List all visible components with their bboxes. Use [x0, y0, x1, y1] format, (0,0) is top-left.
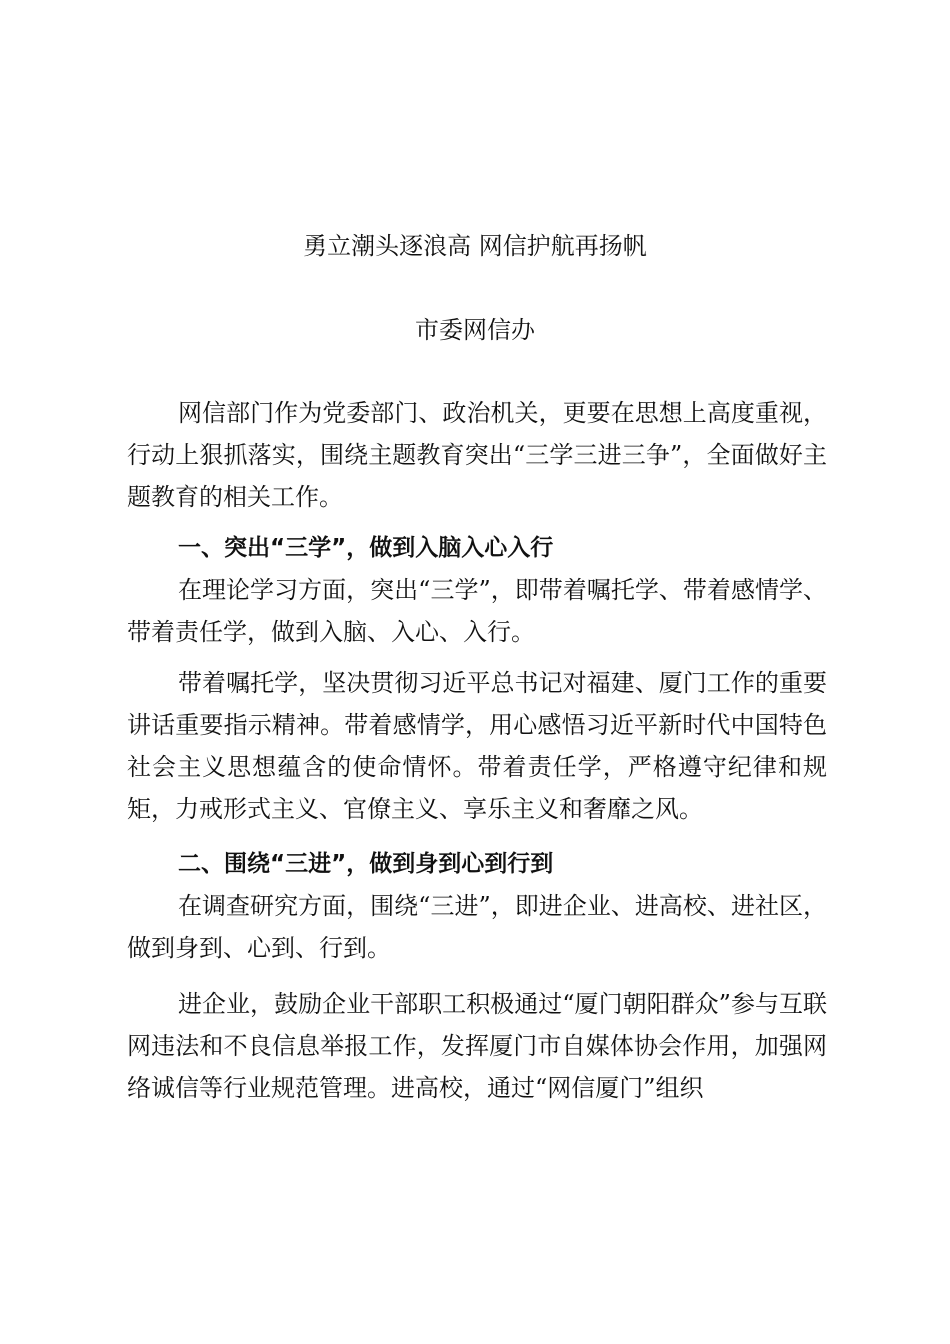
document-title: 勇立潮头逐浪高 网信护航再扬帆 — [303, 232, 647, 260]
document-body — [127, 392, 827, 1109]
section-1-paragraph-1: 在理论学习方面，突出“三学”，即带着嘱托学、带着感情学、带着责任学，做到入脑、入心、入行。 — [127, 576, 827, 646]
section-heading-1: 一、突出“三学”，做到入脑入心入行 — [178, 535, 554, 561]
section-1-paragraph-2: 带着嘱托学，坚决贯彻习近平总书记对福建、厦门工作的重要讲话重要指示精神。带着感情学，用心感悟习近平新时代中国特色社会主义思想蕴含的使命情怀。带着责任学，严格遵守纪律和规矩，力戒形式主义、官僚主义、享乐主义和奢靡之风。 — [127, 669, 827, 823]
section-2-paragraph-1: 在调查研究方面，围绕“三进”，即进企业、进高校、进社区，做到身到、心到、行到。 — [127, 892, 827, 962]
section-2-paragraph-2: 进企业，鼓励企业干部职工积极通过“厦门朝阳群众”参与互联网违法和不良信息举报工作，发挥厦门市自媒体协会作用，加强网络诚信等行业规范管理。进高校，通过“网信厦门”组织 — [127, 990, 827, 1102]
intro-paragraph: 网信部门作为党委部门、政治机关，更要在思想上高度重视，行动上狠抓落实，围绕主题教育突出“三学三进三争”，全面做好主题教育的相关工作。 — [127, 399, 827, 511]
section-heading-2: 二、围绕“三进”，做到身到心到行到 — [178, 851, 554, 877]
document-author: 市委网信办 — [415, 316, 535, 344]
